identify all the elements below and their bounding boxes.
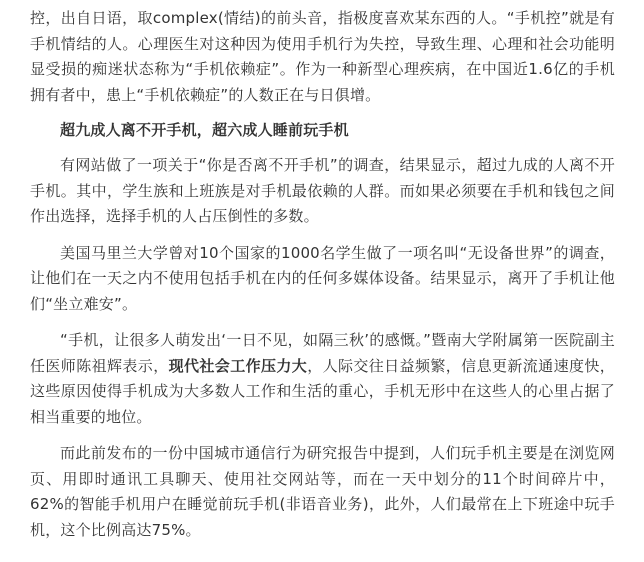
doctor-quote-text: “手机，让很多人萌发出‘一日不见，如隔三秋’的感慨。”暨南大学附属第一医院副主任医师陈祖辉表示， [30, 331, 615, 375]
doctor-quote-continuation: ，人际交往日益频繁，信息更新流通速度快，这些原因使得手机成为大多数人工作和生活的重心，手机无形中在这些人的心里占据了相当重要的地位。 [30, 356, 615, 426]
intro-paragraph: 控，出自日语，取complex(情结)的前头音，指极度喜欢某东西的人。“手机控”就是有手机情结的人。心理医生对这种因为使用手机行为失控，导致生理、心理和社会功能明显受损的痴迷状态称为“手机依赖症”。作为一种新型心理疾病，在中国近1.6亿的手机拥有者中，患上“手机依赖症”的人数正在与日俱增。 [30, 9, 615, 104]
report-paragraph: 而此前发布的一份中国城市通信行为研究报告中提到，人们玩手机主要是在浏览网页、用即时通讯工具聊天、使用社交网站等，而在一天中划分的11个时间碎片中，62%的智能手机用户在睡觉前玩手机(非语音业务)，此外，人们最常在上下班途中玩手机，这个比例高达75%。 [30, 444, 615, 539]
maryland-study-paragraph: 美国马里兰大学曾对10个国家的1000名学生做了一项名叫“无设备世界”的调查，让他们在一天之内不使用包括手机在内的任何多媒体设备。结果显示，离开了手机让他们“坐立难安”。 [30, 243, 615, 313]
survey-paragraph: 有网站做了一项关于“你是否离不开手机”的调查，结果显示，超过九成的人离不开手机。其中，学生族和上班族是对手机最依赖的人群。而如果必须要在手机和钱包之间作出选择，选择手机的人占压倒性的多数。 [30, 156, 615, 225]
section-heading: 超九成人离不开手机，超六成人睡前玩手机 [60, 121, 349, 139]
doctor-quote-paragraph [30, 328, 615, 430]
doctor-quote-emphasis: 现代社会工作压力大 [168, 356, 308, 375]
article-body [30, 6, 615, 554]
